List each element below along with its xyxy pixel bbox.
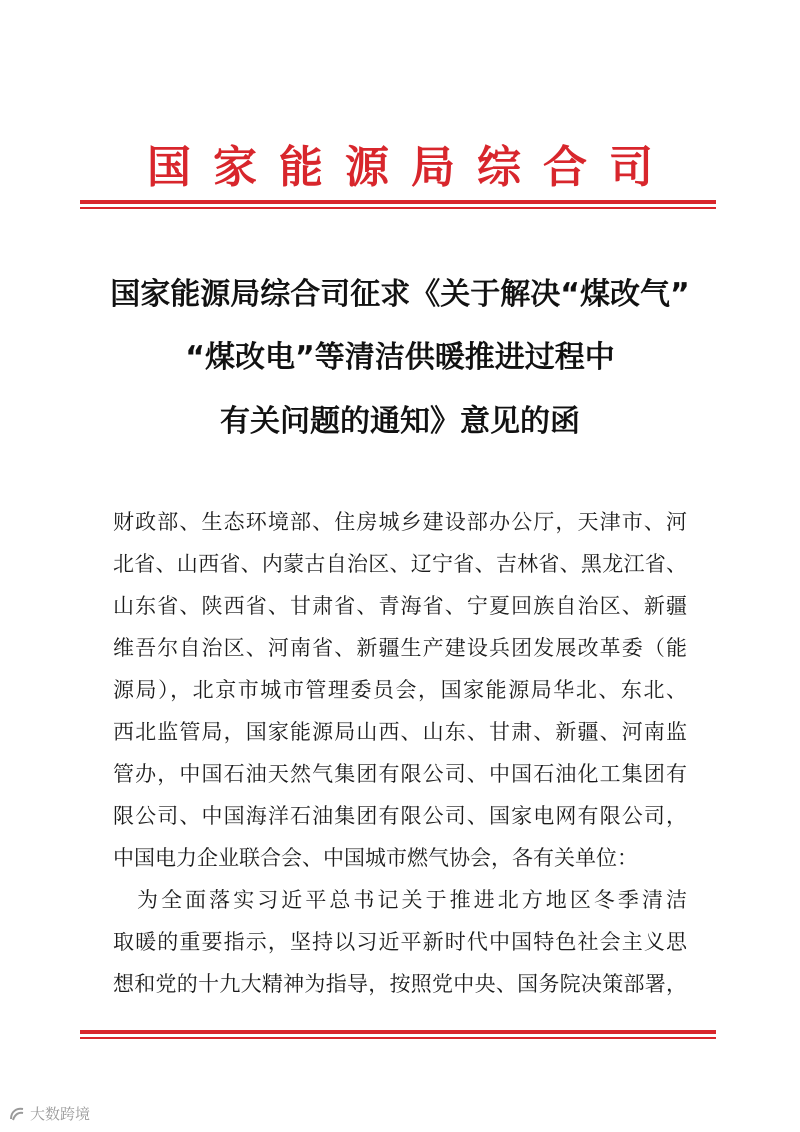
addressee-line: 山东省、陕西省、甘肃省、青海省、宁夏回族自治区、新疆 <box>113 594 687 618</box>
addressee-line: 财政部、生态环境部、住房城乡建设部办公厅，天津市、河 <box>113 510 687 534</box>
document-title-line-2: “煤改电”等清洁供暖推进过程中 <box>185 340 615 375</box>
body-paragraph-line: 想和党的十九大精神为指导，按照党中央、国务院决策部署， <box>113 972 687 996</box>
body-paragraph-line: 取暖的重要指示，坚持以习近平新时代中国特色社会主义思 <box>113 930 687 954</box>
addressee-line: 管办，中国石油天然气集团有限公司、中国石油化工集团有 <box>113 762 687 786</box>
watermark-text: 大数跨境 <box>30 1105 91 1123</box>
document-title-line-3: 有关问题的通知》意见的函 <box>220 404 580 439</box>
addressee-line: 源局），北京市城市管理委员会，国家能源局华北、东北、 <box>113 678 687 702</box>
document-title-line-1: 国家能源局综合司征求《关于解决“煤改气” <box>110 277 690 312</box>
addressee-line: 中国电力企业联合会、中国城市燃气协会，各有关单位： <box>113 846 638 870</box>
watermark <box>8 1103 90 1124</box>
addressee-line: 维吾尔自治区、河南省、新疆生产建设兵团发展改革委（能 <box>113 636 687 660</box>
letterhead-rule-thin <box>80 207 716 209</box>
footer-rule-thin <box>80 1037 716 1039</box>
letterhead-rule-thick <box>80 200 716 204</box>
body-paragraph-line: 为全面落实习近平总书记关于推进北方地区冬季清洁 <box>113 888 687 912</box>
footer-rule-thick <box>80 1030 716 1034</box>
brand-logo-icon <box>8 1105 26 1123</box>
addressee-line: 限公司、中国海洋石油集团有限公司、国家电网有限公司， <box>113 804 687 828</box>
addressee-line: 西北监管局，国家能源局山西、山东、甘肃、新疆、河南监 <box>113 720 687 744</box>
addressee-line: 北省、山西省、内蒙古自治区、辽宁省、吉林省、黑龙江省、 <box>113 552 687 576</box>
letterhead-title: 国家能源局综合司 <box>147 142 675 193</box>
